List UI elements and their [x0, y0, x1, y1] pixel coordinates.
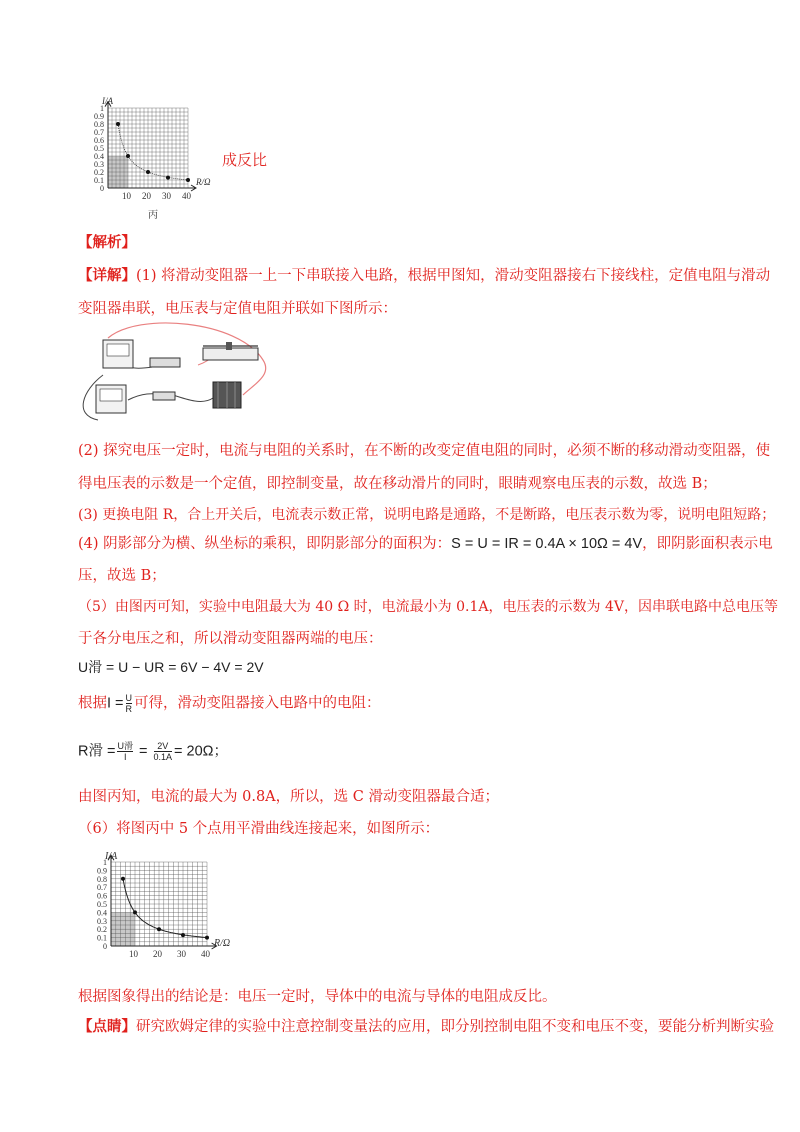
chart-top-y-tick-label: 1 — [100, 104, 104, 113]
chart-bottom — [78, 846, 248, 972]
paragraph-4-line-1 — [78, 534, 773, 554]
chart-top-grid — [94, 102, 196, 201]
chart-top-data-point — [146, 170, 150, 174]
chart-top-y-tick-label: 0.8 — [94, 120, 104, 129]
paragraph-2-line-1: (2) 探究电压一定时，电流与电阻的关系时，在不断的改变定值电阻的同时，必须不断的移动滑动变阻器，使 — [78, 443, 771, 459]
chart-top-data-point — [126, 154, 130, 158]
chart-bottom-x-tick-label: 10 — [129, 949, 138, 959]
paragraph-2-line-2: 得电压表的示数是一个定值，即控制变量，故在移动滑片的同时，眼睛观察电压表的示数，故选 B； — [78, 476, 717, 492]
paragraph-9: 根据图象得出的结论是：电压一定时，导体中的电流与导体的电阻成反比。 — [78, 989, 557, 1005]
paragraph-5-line-1: （5）由图丙可知，实验中电阻最大为 40 Ω 时，电流最小为 0.1A，电压表的示数为 4V，因串联电路中总电压等 — [78, 599, 778, 615]
paragraph-4-text-b: ，即阴影面积表示电 — [642, 536, 773, 552]
switch-icon — [153, 392, 175, 400]
chart-top-x-tick-label: 10 — [122, 191, 131, 201]
paragraph-6-text-a: 根据 — [78, 695, 107, 712]
point-tag: 【点睛】 — [78, 1018, 136, 1035]
chart-top-y-tick-label: 0.5 — [94, 144, 104, 153]
chart-top-x-tick-label: 30 — [162, 191, 171, 201]
chart-bottom-x-tick-label: 20 — [153, 949, 162, 959]
chart-top-x-tick-label: 40 — [182, 191, 191, 201]
chart-top-y-tick-label: 0.9 — [94, 112, 104, 121]
paragraph-4-line-2: 压，故选 B； — [78, 568, 166, 584]
eq2-equals: = — [134, 743, 152, 760]
eq2-fraction-1 — [117, 741, 133, 762]
chart-top-x-tick-label: 20 — [142, 191, 151, 201]
paragraph-6 — [78, 693, 738, 714]
equation-resistance — [78, 741, 738, 762]
chart-bottom-xlabel: R/Ω — [214, 938, 231, 949]
chart-top-xlabel: R/Ω — [196, 177, 211, 187]
equation-voltage: U滑 = U − UR = 6V − 4V = 2V — [78, 659, 264, 675]
chart-bottom-y-tick-label: 0.9 — [97, 866, 107, 876]
ohm-law-numerator: U — [125, 693, 133, 703]
chart-bottom-data-point — [205, 936, 209, 940]
paragraph-7: 由图丙知，电流的最大为 0.8A，所以，选 C 滑动变阻器最合适； — [78, 789, 499, 805]
chart-bottom-x-tick-label: 40 — [201, 949, 210, 959]
paragraph-1-text: (1) 将滑动变阻器一上一下串联接入电路，根据甲图知，滑动变阻器接右下接线柱，定值电阻与滑动 — [136, 268, 771, 284]
area-formula: S = U = IR = 0.4A × 10Ω = 4V — [451, 536, 643, 552]
chart-top-y-tick-label: 0.2 — [94, 168, 104, 177]
chart-top-ylabel: I/A — [102, 96, 113, 106]
paragraph-6-text-b: 可得，滑动变阻器接入电路中的电阻： — [134, 695, 381, 712]
chart-top-y-tick-label: 0.7 — [94, 128, 104, 137]
ohm-law-lhs: I = — [107, 695, 124, 712]
chart-bottom-y-tick-label: 0.7 — [97, 883, 107, 893]
chart-bottom-ylabel: I/A — [105, 851, 118, 862]
paragraph-10-text: 研究欧姆定律的实验中注意控制变量法的应用，即分别控制电阻不变和电压不变，要能分析判断实验 — [136, 1019, 774, 1035]
eq2-rhs: = 20Ω； — [174, 743, 228, 760]
chart-bottom-y-tick-label: 0.5 — [97, 900, 107, 909]
chart-bottom-data-point — [181, 933, 185, 937]
chart-top-y-tick-label: 0.1 — [94, 176, 104, 185]
chart-top-y-tick-label: 0.4 — [94, 152, 104, 161]
chart-top-data-point — [166, 176, 170, 180]
chart-top-caption: 丙 — [148, 210, 158, 221]
eq2-fraction-2 — [154, 741, 173, 762]
chart-top-data-point — [116, 122, 120, 126]
chart-bottom-y-tick-label: 0.6 — [97, 891, 107, 901]
paragraph-3: (3) 更换电阻 R，合上开关后，电流表示数正常，说明电路是通路，不是断路，电压表示数为零，说明电阻短路； — [78, 507, 776, 523]
chart-bottom-data-point — [133, 910, 137, 914]
chart-bottom-x-tick-label: 30 — [177, 949, 186, 959]
analysis-tag: 【解析】 — [78, 234, 136, 251]
chart-bottom-y-tick-label: 0.8 — [97, 874, 107, 884]
detail-tag: 【详解】 — [78, 267, 136, 284]
ohm-law-fraction — [126, 693, 133, 714]
chart-top-y-tick-label: 0.6 — [94, 136, 104, 145]
ohm-law-denominator: R — [125, 704, 133, 714]
chart-top — [78, 92, 228, 222]
chart-bottom-y-tick-label: 1 — [103, 858, 107, 867]
eq2-denominator-1: I — [123, 752, 127, 762]
chart-bottom-y-tick-label: 0.1 — [97, 933, 107, 943]
paragraph-4-text-a: (4) 阴影部分为横、纵坐标的乘积，即阴影部分的面积为： — [78, 536, 452, 552]
chart-top-y-tick-label: 0.3 — [94, 160, 104, 169]
paragraph-5-line-2: 于各分电压之和，所以滑动变阻器两端的电压： — [78, 631, 383, 647]
chart-bottom-y-tick-label: 0.3 — [97, 916, 107, 926]
chart-bottom-grid — [97, 855, 217, 959]
top-tail: 成反比 — [222, 151, 268, 169]
paragraph-1-line-2: 变阻器串联，电压表与定值电阻并联如下图所示： — [78, 301, 397, 317]
circuit-diagram — [78, 320, 278, 425]
paragraph-1-line-1 — [78, 266, 771, 286]
eq2-numerator-2: 2V — [154, 741, 173, 752]
chart-bottom-y-tick-label: 0.4 — [97, 908, 107, 918]
paragraph-8: （6）将图丙中 5 个点用平滑曲线连接起来，如图所示： — [78, 821, 440, 837]
chart-top-y-tick-label: 0 — [100, 184, 104, 193]
chart-bottom-y-tick-label: 0 — [103, 942, 107, 951]
chart-bottom-data-point — [121, 877, 125, 881]
chart-bottom-data-point — [157, 927, 161, 931]
eq2-lhs: R滑 = — [78, 743, 116, 760]
chart-top-data-point — [186, 178, 190, 182]
eq2-numerator-1: U滑 — [117, 741, 133, 751]
eq2-denominator-2: 0.1A — [153, 752, 173, 762]
chart-bottom-y-tick-label: 0.2 — [97, 925, 107, 935]
paragraph-10 — [78, 1017, 774, 1037]
resistor-icon — [150, 358, 180, 367]
